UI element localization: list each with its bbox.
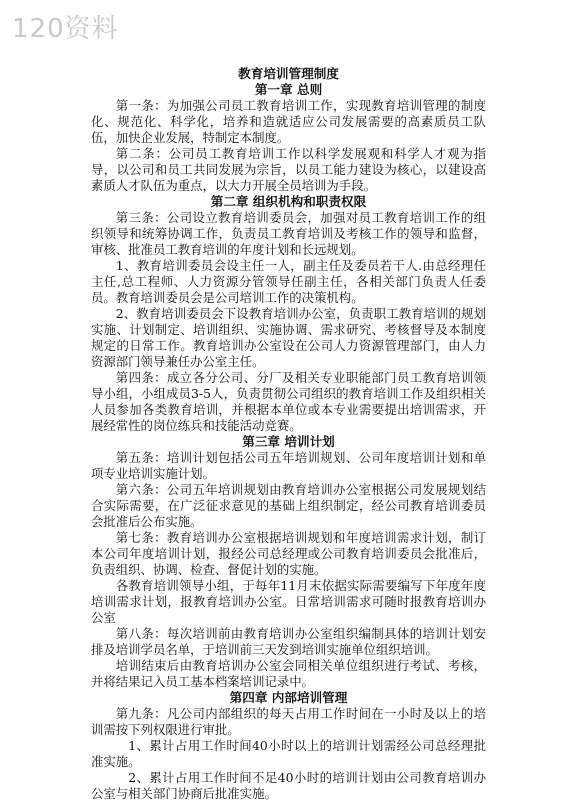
- article-6: 第六条：公司五年培训规划由教育培训办公室根据公司发展规划结合实际需要，在广泛征求意见的基础上组织制定，经公司教育培训委员会批准后公布实施。: [91, 482, 486, 529]
- chapter-1-heading: 第一章 总则: [254, 82, 323, 97]
- chapter-2-heading: 第二章 组织机构和职责权限: [210, 194, 367, 209]
- article-2: 第二条：公司员工教育培训工作以科学发展观和科学人才观为指导，以公司和员工共同发展为宗旨，以员工能力建设为核心，以建设高素质人才队伍为重点，以大力开展全员培训为手段。: [91, 146, 486, 193]
- article-3-item-1: 1、教育培训委员会设主任一人，副主任及委员若干人.由总经理任主任,总工程师、人力资源分管领导任副主任，各相关部门负责人任委员。教育培训委员会是公司培训工作的决策机构。: [91, 258, 486, 305]
- article-7-note: 各教育培训领导小组，于每年11月末依据实际需要编写下年度年度培训需求计划，报教育培训办公室。日常培训需求可随时报教育培训办公室: [91, 578, 486, 625]
- article-7: 第七条：教育培训办公室根据培训规划和年度培训需求计划，制订本公司年度培训计划，报经公司总经理或公司教育培训委员会批准后，负责组织、协调、检查、督促计划的实施。: [91, 530, 486, 577]
- chapter-4-heading: 第四章 内部培训管理: [229, 690, 348, 705]
- article-3: 第三条：公司设立教育培训委员会，加强对员工教育培训工作的组织领导和统筹协调工作，负责员工教育培训及考核工作的领导和监督，审核、批准员工教育培训的年度计划和长远规划。: [91, 210, 486, 257]
- article-9: 第九条：凡公司内部组织的每天占用工作时间在一小时及以上的培训需按下列权限进行审批。: [91, 706, 486, 737]
- article-1: 第一条：为加强公司员工教育培训工作，实现教育培训管理的制度化、规范化、科学化，培养和造就适应公司发展需要的高素质员工队伍，加快企业发展，特制定本制度。: [91, 98, 486, 145]
- document-body: [91, 64, 486, 802]
- article-8: 第八条：每次培训前由教育培训办公室组织编制具体的培训计划安排及培训学员名单，于培训前三天发到培训实施单位组织培训。: [91, 626, 486, 657]
- article-4: 第四条：成立各分公司、分厂及相关专业职能部门员工教育培训领导小组，小组成员3-5人，负责贯彻公司组织的教育培训工作及组织相关人员参加各类教育培训，并根据本单位或本专业需要提出培训需求，开展经常性的岗位练兵和技能活动竞赛。: [91, 370, 486, 433]
- article-8-note: 培训结束后由教育培训办公室会同相关单位组织进行考试、考核，并将结果记入员工基本档案培训记录中。: [91, 658, 486, 689]
- article-9-item-2: 2、累计占用工作时间不足40小时的培训计划由公司教育培训办公室与相关部门协商后批准实施。: [91, 770, 486, 801]
- watermark: 120资料: [12, 14, 119, 44]
- document-title: 教育培训管理制度: [238, 66, 339, 81]
- chapter-3-heading: 第三章 培训计划: [242, 434, 335, 449]
- article-3-item-2: 2、教育培训委员会下设教育培训办公室，负责职工教育培训的规划实施、计划制定、培训组织、实施协调、需求研究、考核督导及本制度规定的日常工作。教育培训办公室设在公司人力资源管理部门，由人力资源部门领导兼任办公室主任。: [91, 306, 486, 369]
- article-5: 第五条：培训计划包括公司五年培训规划、公司年度培训计划和单项专业培训实施计划。: [91, 450, 486, 481]
- article-9-item-1: 1、累计占用工作时间40小时以上的培训计划需经公司总经理批准实施。: [91, 738, 486, 769]
